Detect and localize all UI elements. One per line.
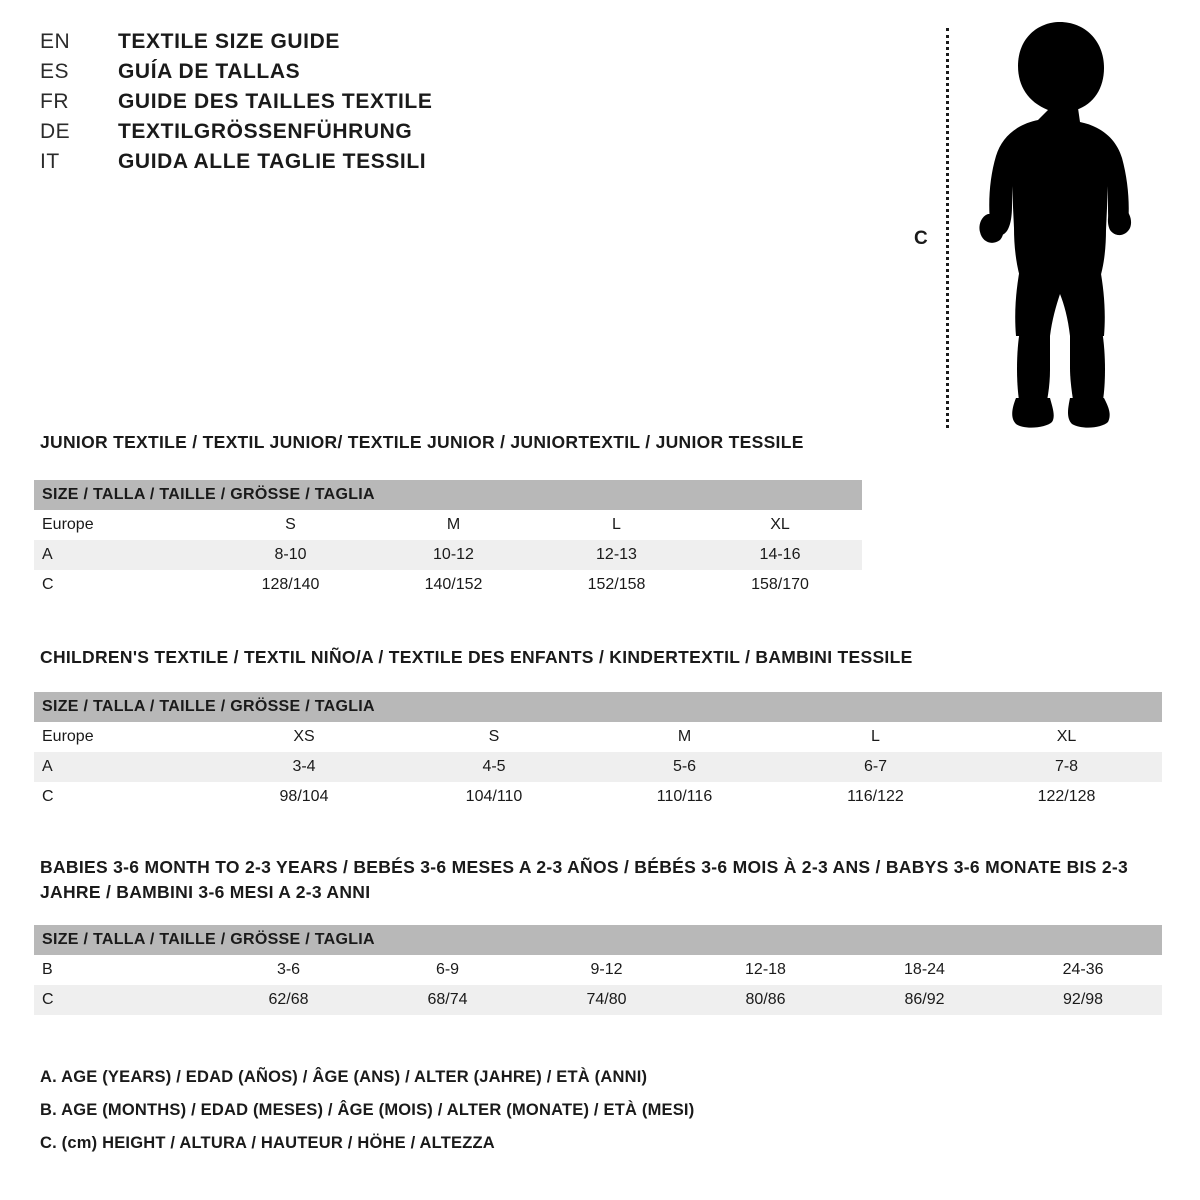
children-band-label: SIZE / TALLA / TAILLE / GRÖSSE / TAGLIA	[34, 692, 1162, 722]
babies-row-c-value-3: 80/86	[745, 991, 786, 1008]
language-row-fr	[40, 90, 680, 114]
section-heading-children: CHILDREN'S TEXTILE / TEXTIL NIÑO/A / TEXTILE DES ENFANTS / KINDERTEXTIL / BAMBINI TESSILE	[40, 647, 913, 667]
table-row	[34, 510, 862, 540]
legend-line-b: B. AGE (MONTHS) / EDAD (MESES) / ÂGE (MOIS) / ALTER (MONATE) / ETÀ (MESI)	[40, 1101, 695, 1119]
junior-row-a-value-2: 12-13	[596, 546, 637, 563]
babies-row-b-value-4: 18-24	[904, 961, 945, 978]
babies-size-table	[34, 925, 1162, 1015]
babies-row-b-value-2: 9-12	[590, 961, 623, 978]
legend-line-a: A. AGE (YEARS) / EDAD (AÑOS) / ÂGE (ANS) / ALTER (JAHRE) / ETÀ (ANNI)	[40, 1068, 648, 1086]
children-size-s: S	[488, 728, 500, 745]
table-row	[34, 692, 1162, 722]
child-silhouette-icon	[958, 18, 1158, 430]
junior-size-m: M	[446, 516, 461, 533]
babies-row-b-value-0: 3-6	[276, 961, 301, 978]
junior-band-label: SIZE / TALLA / TAILLE / GRÖSSE / TAGLIA	[34, 480, 862, 510]
language-row-es	[40, 60, 680, 84]
children-row-c-label: C	[42, 788, 54, 805]
table-row	[34, 925, 1162, 955]
table-row	[34, 782, 1162, 812]
children-row-a-label: A	[42, 758, 53, 775]
children-row-c-value-4: 122/128	[1037, 788, 1096, 805]
table-row	[34, 540, 862, 570]
junior-row-c-value-2: 152/158	[587, 576, 646, 593]
children-header-region: Europe	[42, 728, 94, 745]
children-row-a-value-0: 3-4	[292, 758, 316, 775]
language-title-de: TEXTILGRÖSSENFÜHRUNG	[118, 120, 413, 143]
language-title-en: TEXTILE SIZE GUIDE	[118, 30, 340, 53]
junior-header-region: Europe	[42, 516, 94, 533]
junior-row-c-value-0: 128/140	[261, 576, 320, 593]
babies-row-b-value-1: 6-9	[435, 961, 460, 978]
babies-row-c-value-0: 62/68	[268, 991, 309, 1008]
table-row	[34, 752, 1162, 782]
babies-row-b-value-3: 12-18	[745, 961, 786, 978]
table-row	[34, 722, 1162, 752]
junior-size-l: L	[612, 516, 621, 533]
language-row-en	[40, 30, 680, 54]
junior-size-xl: XL	[770, 516, 790, 533]
measurement-legend	[40, 1068, 694, 1167]
children-row-c-value-0: 98/104	[279, 788, 329, 805]
children-size-table	[34, 692, 1162, 812]
children-row-c-value-2: 110/116	[656, 788, 713, 805]
children-size-m: M	[677, 728, 692, 745]
children-row-c-value-1: 104/110	[465, 788, 523, 805]
height-dotted-line	[946, 28, 949, 428]
babies-row-c-label: C	[42, 991, 54, 1008]
language-title-it: GUIDA ALLE TAGLIE TESSILI	[118, 150, 427, 173]
babies-row-c-value-1: 68/74	[427, 991, 468, 1008]
junior-row-c-value-3: 158/170	[751, 576, 809, 593]
babies-row-c-value-5: 92/98	[1063, 991, 1104, 1008]
junior-row-a-value-1: 10-12	[433, 546, 474, 563]
language-row-it	[40, 150, 680, 174]
table-row	[34, 480, 862, 510]
babies-row-c-value-4: 86/92	[904, 991, 945, 1008]
junior-row-a-label: A	[42, 546, 53, 563]
babies-band-label: SIZE / TALLA / TAILLE / GRÖSSE / TAGLIA	[34, 925, 1162, 955]
legend-line-c: C. (cm) HEIGHT / ALTURA / HAUTEUR / HÖHE / ALTEZZA	[40, 1134, 495, 1152]
language-code-fr: FR	[40, 90, 69, 113]
language-code-es: ES	[40, 60, 70, 83]
section-heading-junior: JUNIOR TEXTILE / TEXTIL JUNIOR/ TEXTILE JUNIOR / JUNIORTEXTIL / JUNIOR TESSILE	[40, 432, 804, 452]
children-row-a-value-2: 5-6	[672, 758, 697, 775]
junior-row-c-label: C	[42, 576, 54, 593]
babies-row-c-value-2: 74/80	[586, 991, 627, 1008]
junior-size-s: S	[285, 516, 296, 533]
children-size-xl: XL	[1056, 728, 1077, 745]
junior-row-c-value-1: 140/152	[424, 576, 483, 593]
language-row-de	[40, 120, 680, 144]
babies-row-b-value-5: 24-36	[1062, 961, 1104, 978]
children-row-a-value-4: 7-8	[1054, 758, 1079, 775]
table-row	[34, 985, 1162, 1015]
section-heading-babies: BABIES 3-6 MONTH TO 2-3 YEARS / BEBÉS 3-6 MESES A 2-3 AÑOS / BÉBÉS 3-6 MOIS À 2-3 ANS / BABYS 3-6 MONATE BIS 2-3 JAHRE / BAMBINI 3-6 MESI A 2-3 ANNI	[40, 857, 1129, 903]
table-row	[34, 955, 1162, 985]
children-row-a-value-3: 6-7	[863, 758, 888, 775]
children-row-c-value-3: 116/122	[847, 788, 904, 805]
babies-row-b-label: B	[42, 961, 53, 978]
language-title-fr: GUIDE DES TAILLES TEXTILE	[118, 90, 433, 113]
height-measure-label: C	[914, 228, 928, 249]
language-code-de: DE	[40, 120, 71, 143]
language-title-block	[40, 30, 680, 180]
children-size-xs: XS	[293, 728, 315, 745]
language-code-en: EN	[40, 30, 71, 53]
height-measurement-figure	[900, 10, 1160, 430]
children-row-a-value-1: 4-5	[482, 758, 506, 775]
children-size-l: L	[871, 728, 880, 745]
junior-size-table	[34, 480, 862, 600]
junior-row-a-value-3: 14-16	[759, 546, 801, 563]
table-row	[34, 570, 862, 600]
language-title-es: GUÍA DE TALLAS	[118, 60, 301, 83]
junior-row-a-value-0: 8-10	[274, 546, 307, 563]
language-code-it: IT	[40, 150, 60, 173]
